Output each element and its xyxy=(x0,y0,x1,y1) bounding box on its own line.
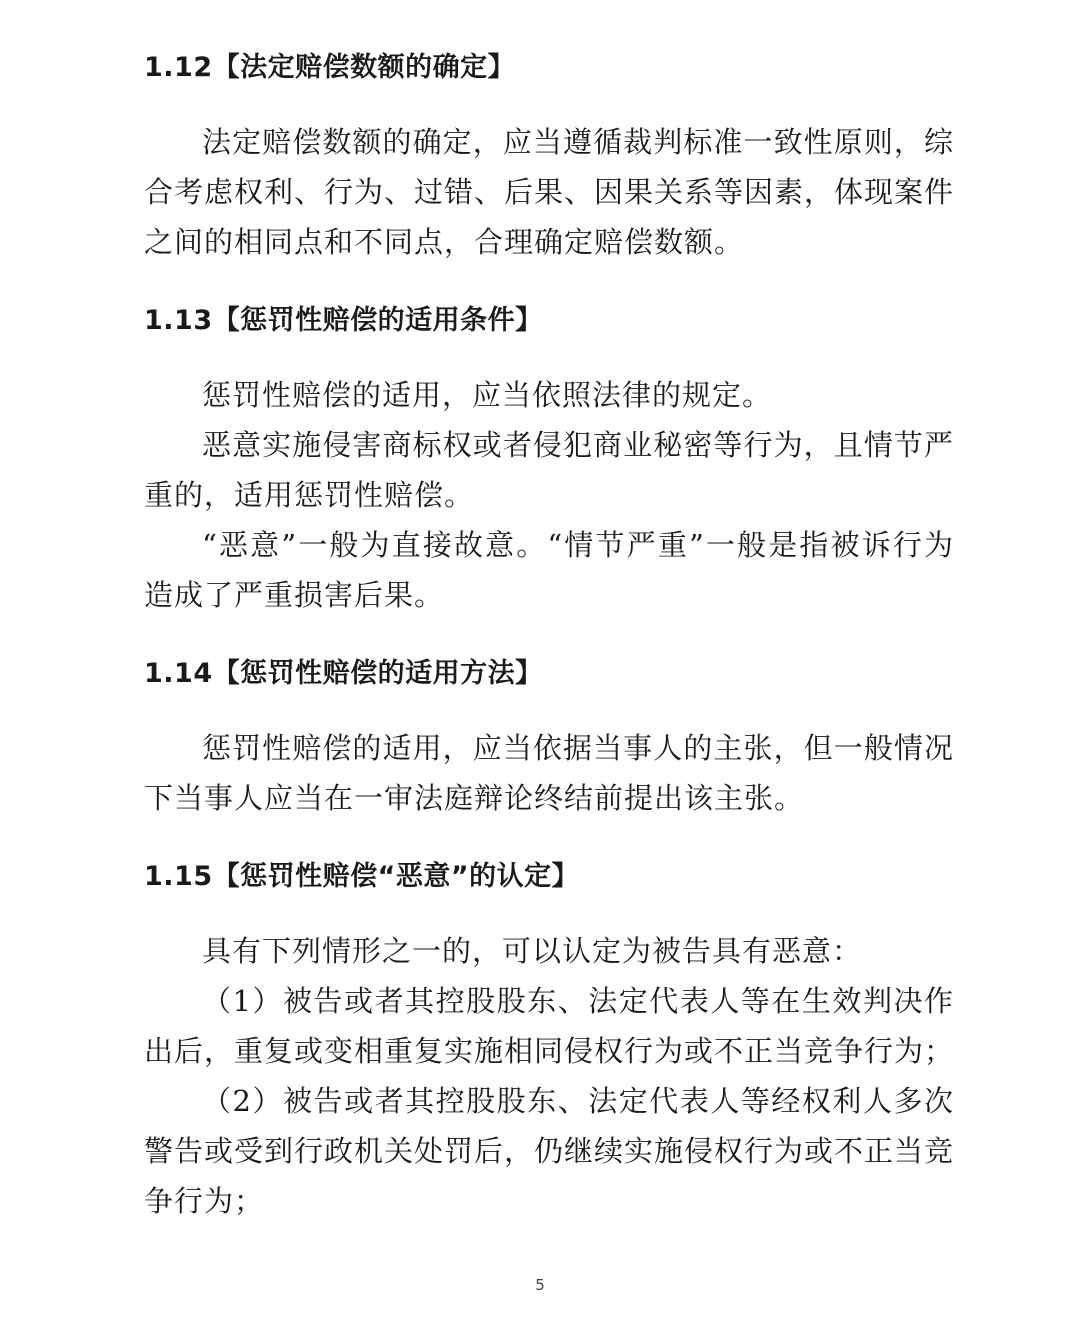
document-page xyxy=(144,40,954,1226)
section-heading: 1.15【惩罚性赔偿“恶意”的认定】 xyxy=(144,861,580,892)
section-heading: 1.13【惩罚性赔偿的适用条件】 xyxy=(144,305,543,336)
paragraph: 恶意实施侵害商标权或者侵犯商业秘密等行为，且情节严重的，适用惩罚性赔偿。 xyxy=(144,428,954,512)
section-1-13 xyxy=(144,293,954,620)
paragraph: 具有下列情形之一的，可以认定为被告具有恶意： xyxy=(202,934,863,968)
section-1-12 xyxy=(144,40,954,267)
paragraph: 惩罚性赔偿的适用，应当依照法律的规定。 xyxy=(202,378,773,412)
section-heading: 1.12【法定赔偿数额的确定】 xyxy=(144,52,516,83)
paragraph: “恶意”一般为直接故意。“情节严重”一般是指被诉行为造成了严重损害后果。 xyxy=(144,528,954,612)
page-number: 5 xyxy=(535,1276,545,1294)
section-1-15 xyxy=(144,849,954,1226)
section-heading: 1.14【惩罚性赔偿的适用方法】 xyxy=(144,658,543,689)
paragraph: 法定赔偿数额的确定，应当遵循裁判标准一致性原则，综合考虑权利、行为、过错、后果、因果关系等因素，体现案件之间的相同点和不同点，合理确定赔偿数额。 xyxy=(144,125,955,259)
paragraph: 惩罚性赔偿的适用，应当依据当事人的主张，但一般情况下当事人应当在一审法庭辩论终结前提出该主张。 xyxy=(144,731,954,815)
list-item: （2）被告或者其控股股东、法定代表人等经权利人多次警告或受到行政机关处罚后，仍继续实施侵权行为或不正当竞争行为； xyxy=(144,1084,955,1218)
list-item: （1）被告或者其控股股东、法定代表人等在生效判决作出后，重复或变相重复实施相同侵权行为或不正当竞争行为； xyxy=(144,984,955,1068)
section-1-14 xyxy=(144,646,954,823)
